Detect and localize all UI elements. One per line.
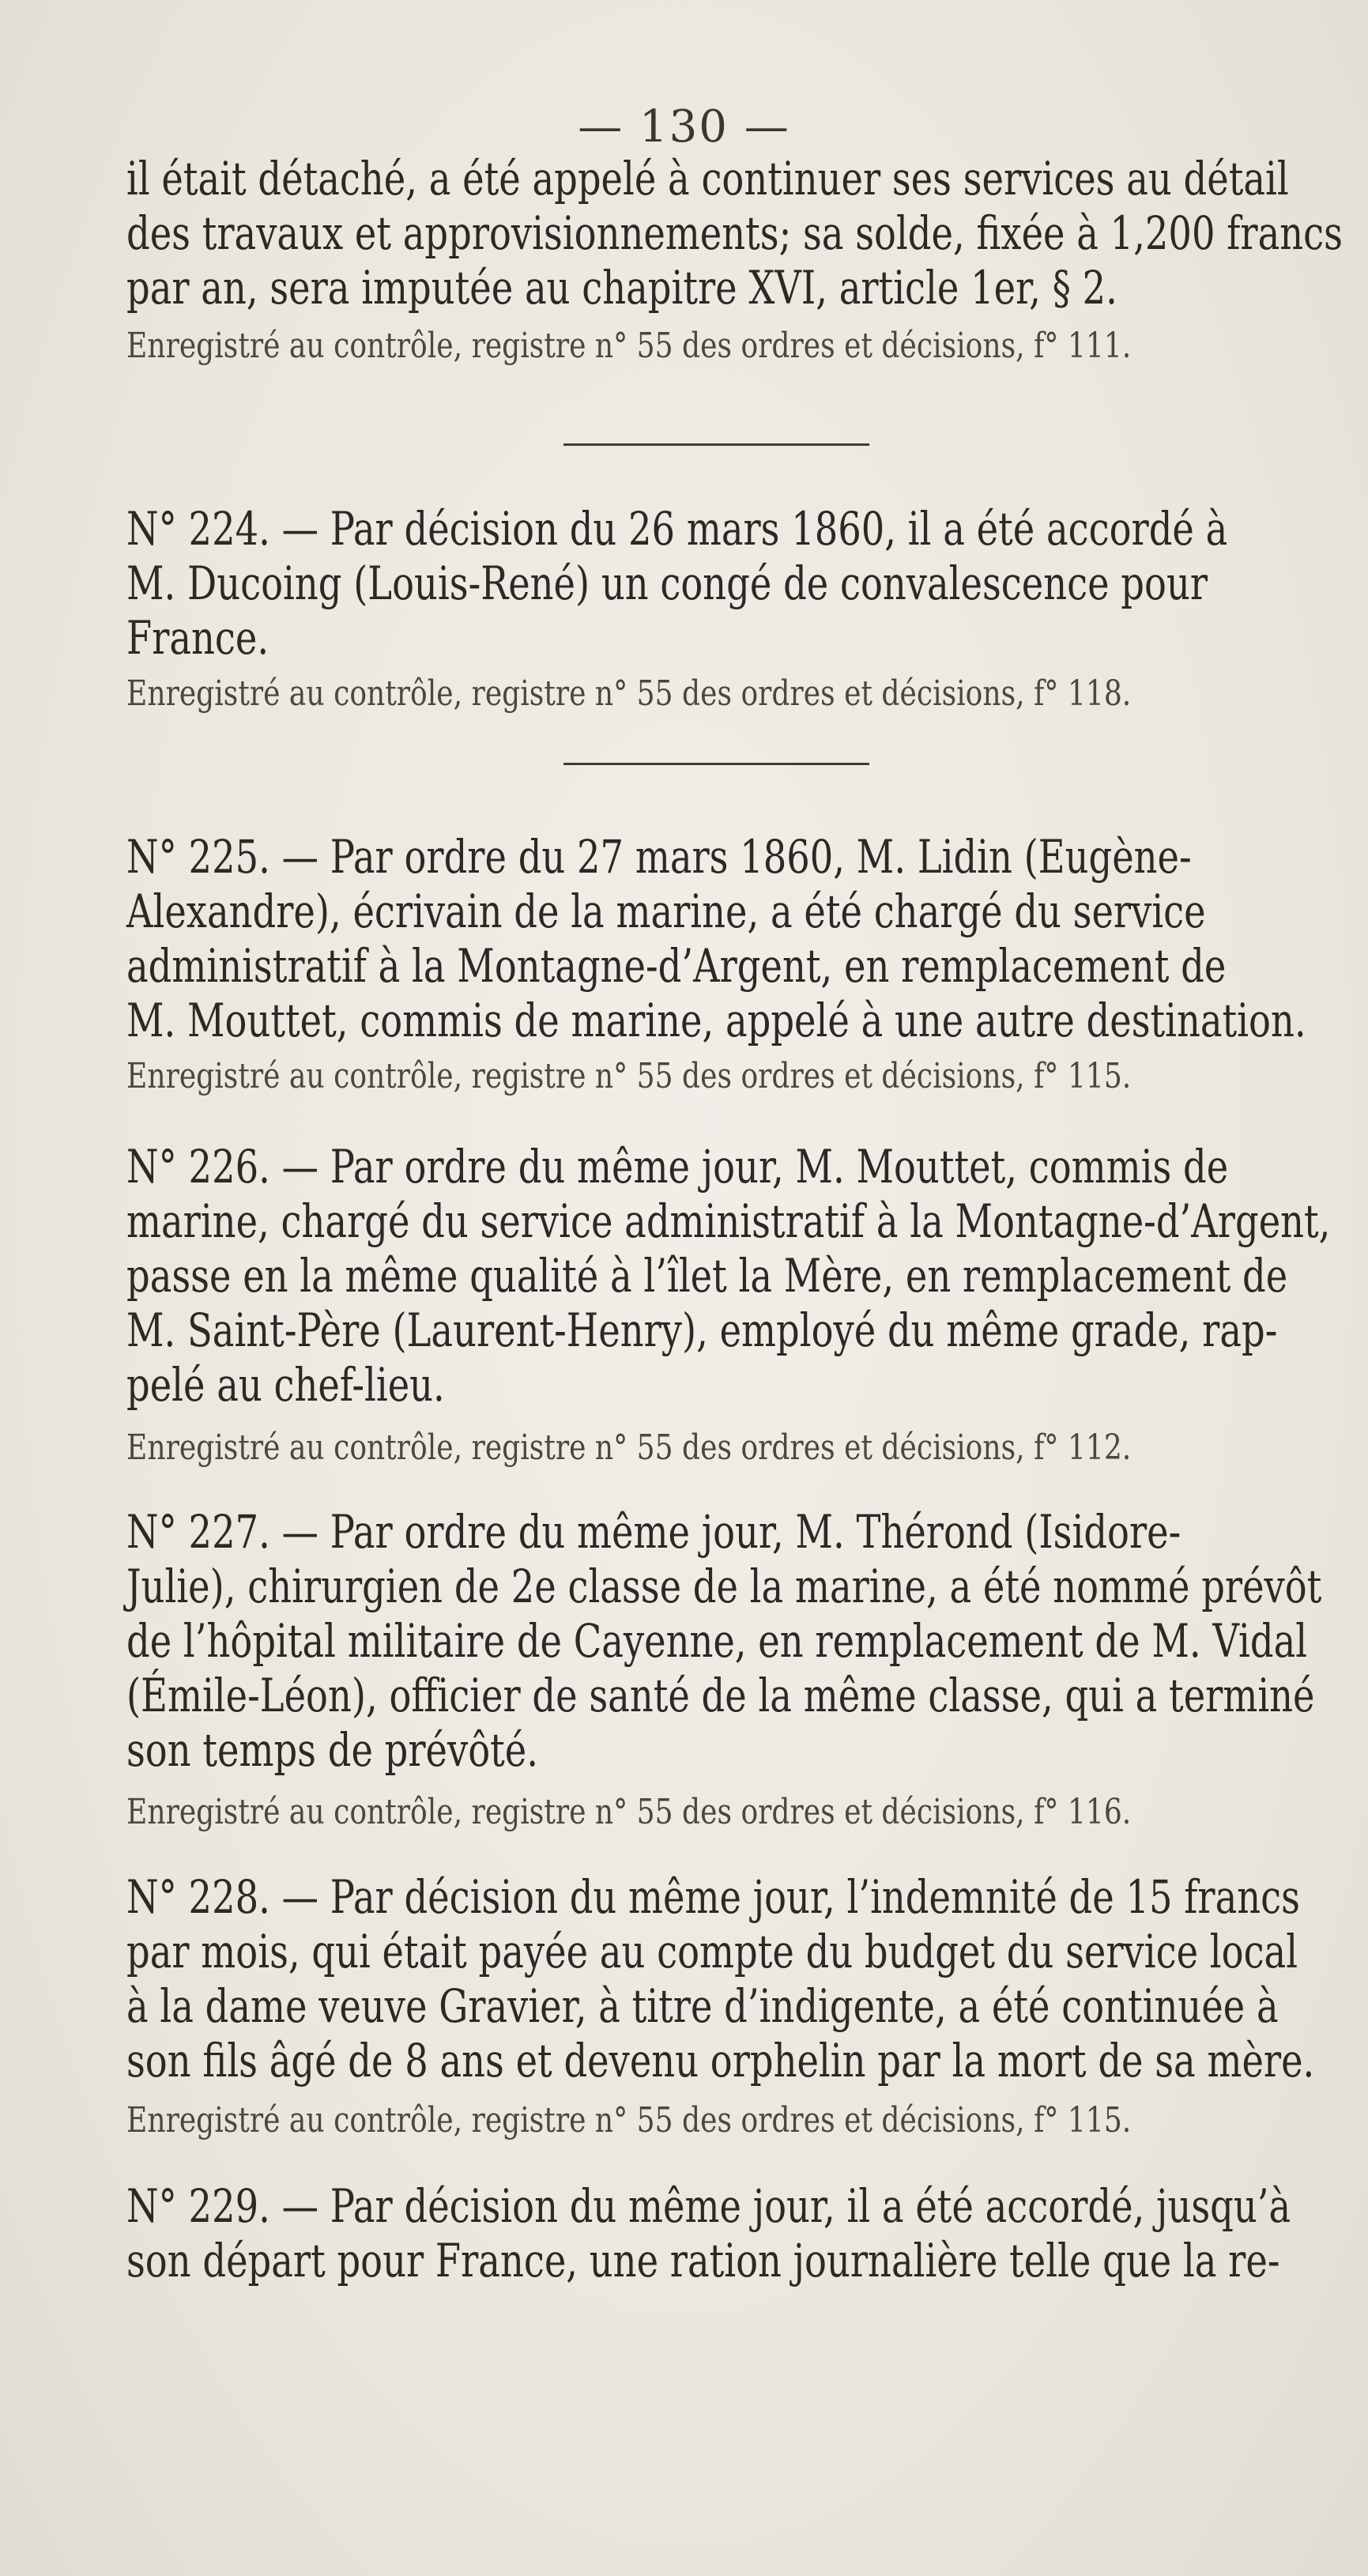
separator-rule: [563, 763, 869, 765]
continuation-paragraph: [126, 152, 1355, 315]
registration-line: Enregistré au contrôle, registre n° 55 des ordres et décisions, f° 118.: [126, 673, 1132, 714]
text-line: son temps de prévôté.: [126, 1723, 539, 1777]
text-line: son départ pour France, une ration journalière telle que la re-: [126, 2234, 1280, 2287]
text-line: N° 225. — Par ordre du 27 mars 1860, M. Lidin (Eugène-: [126, 830, 1192, 884]
text-line: son fils âgé de 8 ans et devenu orphelin par la mort de sa mère.: [126, 2034, 1315, 2088]
text-line: N° 227. — Par ordre du même jour, M. Thérond (Isidore-: [126, 1505, 1181, 1559]
registration-line: Enregistré au contrôle, registre n° 55 des ordres et décisions, f° 111.: [126, 326, 1132, 366]
entry-224: [126, 502, 1355, 666]
text-line: des travaux et approvisionnements; sa solde, fixée à 1,200 francs: [126, 206, 1343, 260]
registration-note: [126, 326, 1355, 367]
registration-note: [126, 2100, 1355, 2141]
text-line: par mois, qui était payée au compte du budget du service local: [126, 1925, 1298, 1978]
text-line: N° 228. — Par décision du même jour, l’indemnité de 15 francs: [126, 1870, 1300, 1924]
separator-rule: [563, 443, 869, 446]
text-line: administratif à la Montagne-d’Argent, en remplacement de: [126, 939, 1227, 993]
text-line: passe en la même qualité à l’îlet la Mère, en remplacement de: [126, 1249, 1288, 1303]
registration-note: [126, 673, 1355, 715]
registration-line: Enregistré au contrôle, registre n° 55 des ordres et décisions, f° 116.: [126, 1792, 1132, 1832]
registration-note: [126, 1428, 1355, 1469]
text-line: M. Mouttet, commis de marine, appelé à une autre destination.: [126, 994, 1306, 1047]
entry-226: [126, 1140, 1355, 1412]
registration-line: Enregistré au contrôle, registre n° 55 des ordres et décisions, f° 115.: [126, 1056, 1132, 1096]
entry-229: [126, 2179, 1355, 2288]
page-number: — 130 —: [578, 101, 790, 153]
registration-note: [126, 1792, 1355, 1833]
text-line: pelé au chef-lieu.: [126, 1358, 445, 1412]
text-line: Julie), chirurgien de 2e classe de la marine, a été nommé prévôt: [126, 1560, 1322, 1613]
text-line: Alexandre), écrivain de la marine, a été chargé du service: [126, 884, 1206, 938]
text-line: M. Saint-Père (Laurent-Henry), employé du même grade, rap-: [126, 1303, 1278, 1357]
text-line: par an, sera imputée au chapitre XVI, article 1er, § 2.: [126, 261, 1117, 315]
text-line: il était détaché, a été appelé à continuer ses services au détail: [126, 152, 1289, 206]
entry-225: [126, 830, 1355, 1048]
registration-note: [126, 1056, 1355, 1097]
text-line: marine, chargé du service administratif à la Montagne-d’Argent,: [126, 1194, 1331, 1248]
registration-line: Enregistré au contrôle, registre n° 55 des ordres et décisions, f° 112.: [126, 1428, 1132, 1468]
entry-228: [126, 1870, 1355, 2088]
entry-227: [126, 1505, 1355, 1778]
text-line: France.: [126, 611, 269, 665]
text-line: (Émile-Léon), officier de santé de la même classe, qui a terminé: [126, 1669, 1315, 1722]
text-line: de l’hôpital militaire de Cayenne, en remplacement de M. Vidal: [126, 1614, 1308, 1668]
text-line: N° 226. — Par ordre du même jour, M. Mouttet, commis de: [126, 1140, 1229, 1194]
text-line: N° 229. — Par décision du même jour, il a été accordé, jusqu’à: [126, 2179, 1291, 2233]
text-line: N° 224. — Par décision du 26 mars 1860, il a été accordé à: [126, 502, 1228, 556]
registration-line: Enregistré au contrôle, registre n° 55 des ordres et décisions, f° 115.: [126, 2100, 1132, 2140]
text-line: à la dame veuve Gravier, à titre d’indigente, a été continuée à: [126, 1979, 1279, 2033]
text-line: M. Ducoing (Louis-René) un congé de convalescence pour: [126, 556, 1208, 610]
